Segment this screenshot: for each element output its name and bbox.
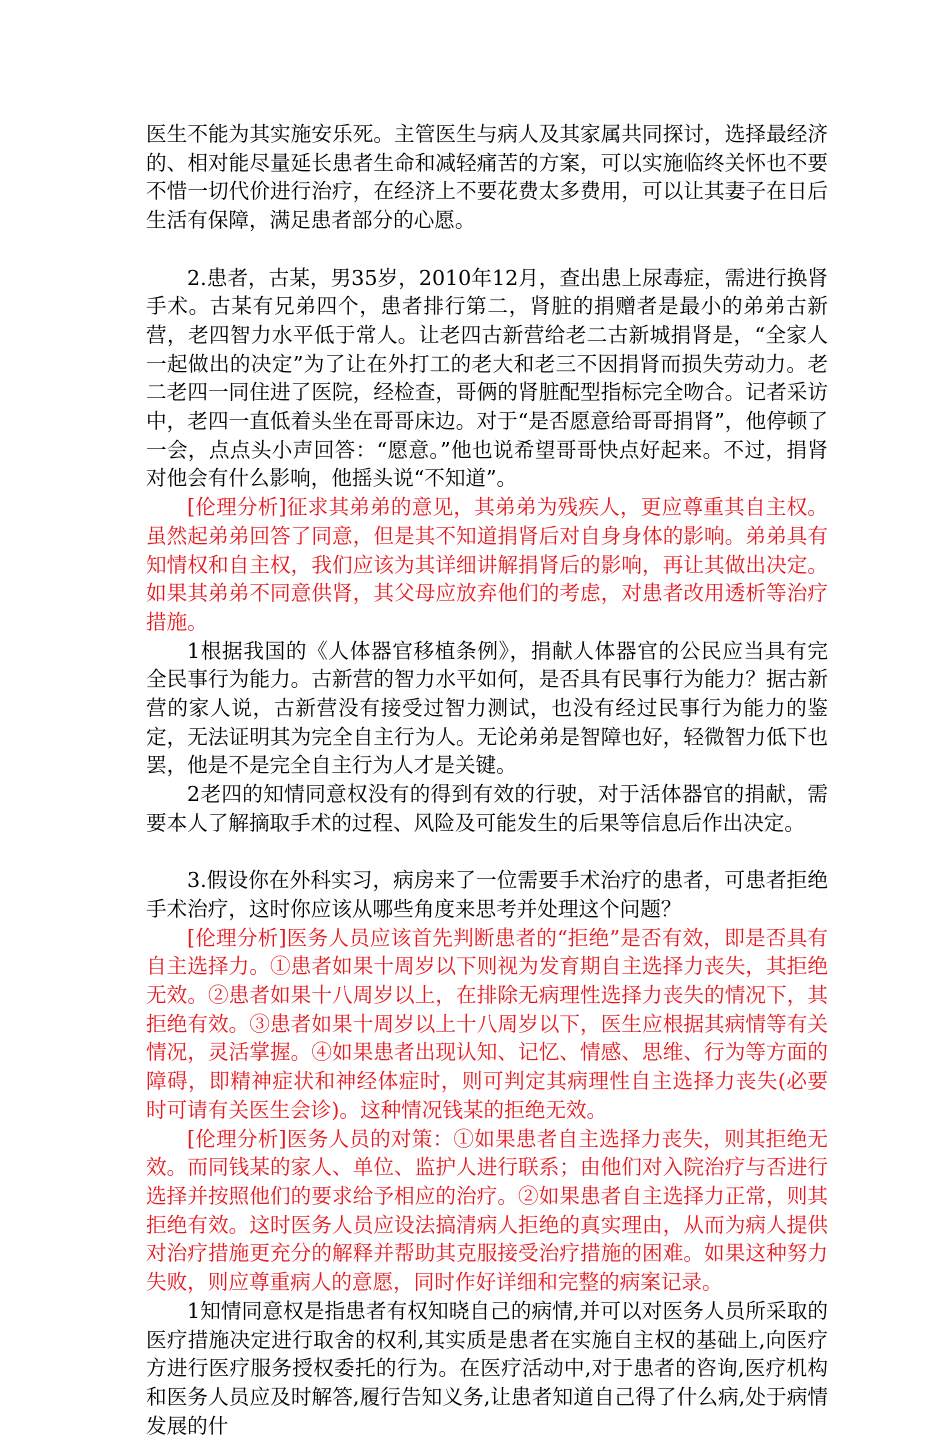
point-2-informed-consent: 2老四的知情同意权没有的得到有效的行驶，对于活体器官的捐献，需要本人了解摘取手术的过程、风险及可能发生的后果等信息后作出决定。 <box>146 782 828 835</box>
document-page <box>146 120 828 1440</box>
point-1-organ-transplant-regulation: 1根据我国的《人体器官移植条例》，捐献人体器官的公民应当具有完全民事行为能力。古新营的智力水平如何，是否具有民事行为能力？据古新营的家人说，古新营没有接受过智力测试，也没有经过民事行为能力的鉴定，无法证明其为完全自主行为人。无论弟弟是智障也好，轻微智力低下也罢，他是不是完全自主行为人才是关键。 <box>146 638 828 778</box>
ethics-analysis-case-3-judgment: [伦理分析]医务人员应该首先判断患者的“拒绝”是否有效，即是否具有自主选择力。①患者如果十周岁以下则视为发育期自主选择力丧失，其拒绝无效。②患者如果十八周岁以上，在排除无病理性选择力丧失的情况下，其拒绝有效。③患者如果十周岁以上十八周岁以下，医生应根据其病情等有关情况，灵活掌握。④如果患者出现认知、记忆、情感、思维、行为等方面的障碍，即精神症状和神经体症时，则可判定其病理性自主选择力丧失(必要时可请有关医生会诊)。这种情况钱某的拒绝无效。 <box>146 925 828 1122</box>
ethics-analysis-case-3-countermeasures: [伦理分析]医务人员的对策：①如果患者自主选择力丧失，则其拒绝无效。而同钱某的家人、单位、监护人进行联系；由他们对入院治疗与否进行选择并按照他们的要求给予相应的治疗。②如果患者自主选择力正常，则其拒绝有效。这时医务人员应设法搞清病人拒绝的真实理由，从而为病人提供对治疗措施更充分的解释并帮助其克服接受治疗措施的困难。如果这种努力失败，则应尊重病人的意愿，同时作好详细和完整的病案记录。 <box>146 1126 828 1295</box>
ethics-analysis-case-2: [伦理分析]征求其弟弟的意见，其弟弟为残疾人，更应尊重其自主权。虽然起弟弟回答了同意，但是其不知道捐肾后对自身身体的影响。弟弟具有知情权和自主权，我们应该为其详细讲解捐肾后的影响，再让其做出决定。如果其弟弟不同意供肾，其父母应放弃他们的考虑，对患者改用透析等治疗措施。 <box>146 495 828 634</box>
paragraph-gap <box>146 838 828 867</box>
point-1-informed-consent-definition: 1知情同意权是指患者有权知晓自己的病情,并可以对医务人员所采取的医疗措施决定进行取舍的权利,其实质是患者在实施自主权的基础上,向医疗方进行医疗服务授权委托的行为。在医疗活动中,对于患者的咨询,医疗机构和医务人员应及时解答,履行告知义务,让患者知道自己得了什么病,处于病情发展的什 <box>146 1298 828 1438</box>
case-3-surgery-refusal: 3.假设你在外科实习，病房来了一位需要手术治疗的患者，可患者拒绝手术治疗，这时你应该从哪些角度来思考并处理这个问题？ <box>146 868 828 921</box>
case-2-kidney-donation: 2.患者，古某，男35岁，2010年12月，查出患上尿毒症，需进行换肾手术。古某有兄弟四个，患者排行第二，肾脏的捐赠者是最小的弟弟古新营，老四智力水平低于常人。让老四古新营给老二古新城捐肾是，“全家人一起做出的决定”为了让在外打工的老大和老三不因捐肾而损失劳动力。老二老四一同住进了医院，经检查，哥俩的肾脏配型指标完全吻合。记者采访中，老四一直低着头坐在哥哥床边。对于“是否愿意给哥哥捐肾”，他停顿了一会，点点头小声回答：“愿意。”他也说希望哥哥快点好起来。不过，捐肾对他会有什么影响，他摇头说“不知道”。 <box>146 265 828 491</box>
paragraph-gap <box>146 235 828 264</box>
paragraph-euthanasia-conclusion: 医生不能为其实施安乐死。主管医生与病人及其家属共同探讨，选择最经济的、相对能尽量延长患者生命和减轻痛苦的方案，可以实施临终关怀也不要不惜一切代价进行治疗，在经济上不要花费太多费用，可以让其妻子在日后生活有保障，满足患者部分的心愿。 <box>146 122 828 233</box>
